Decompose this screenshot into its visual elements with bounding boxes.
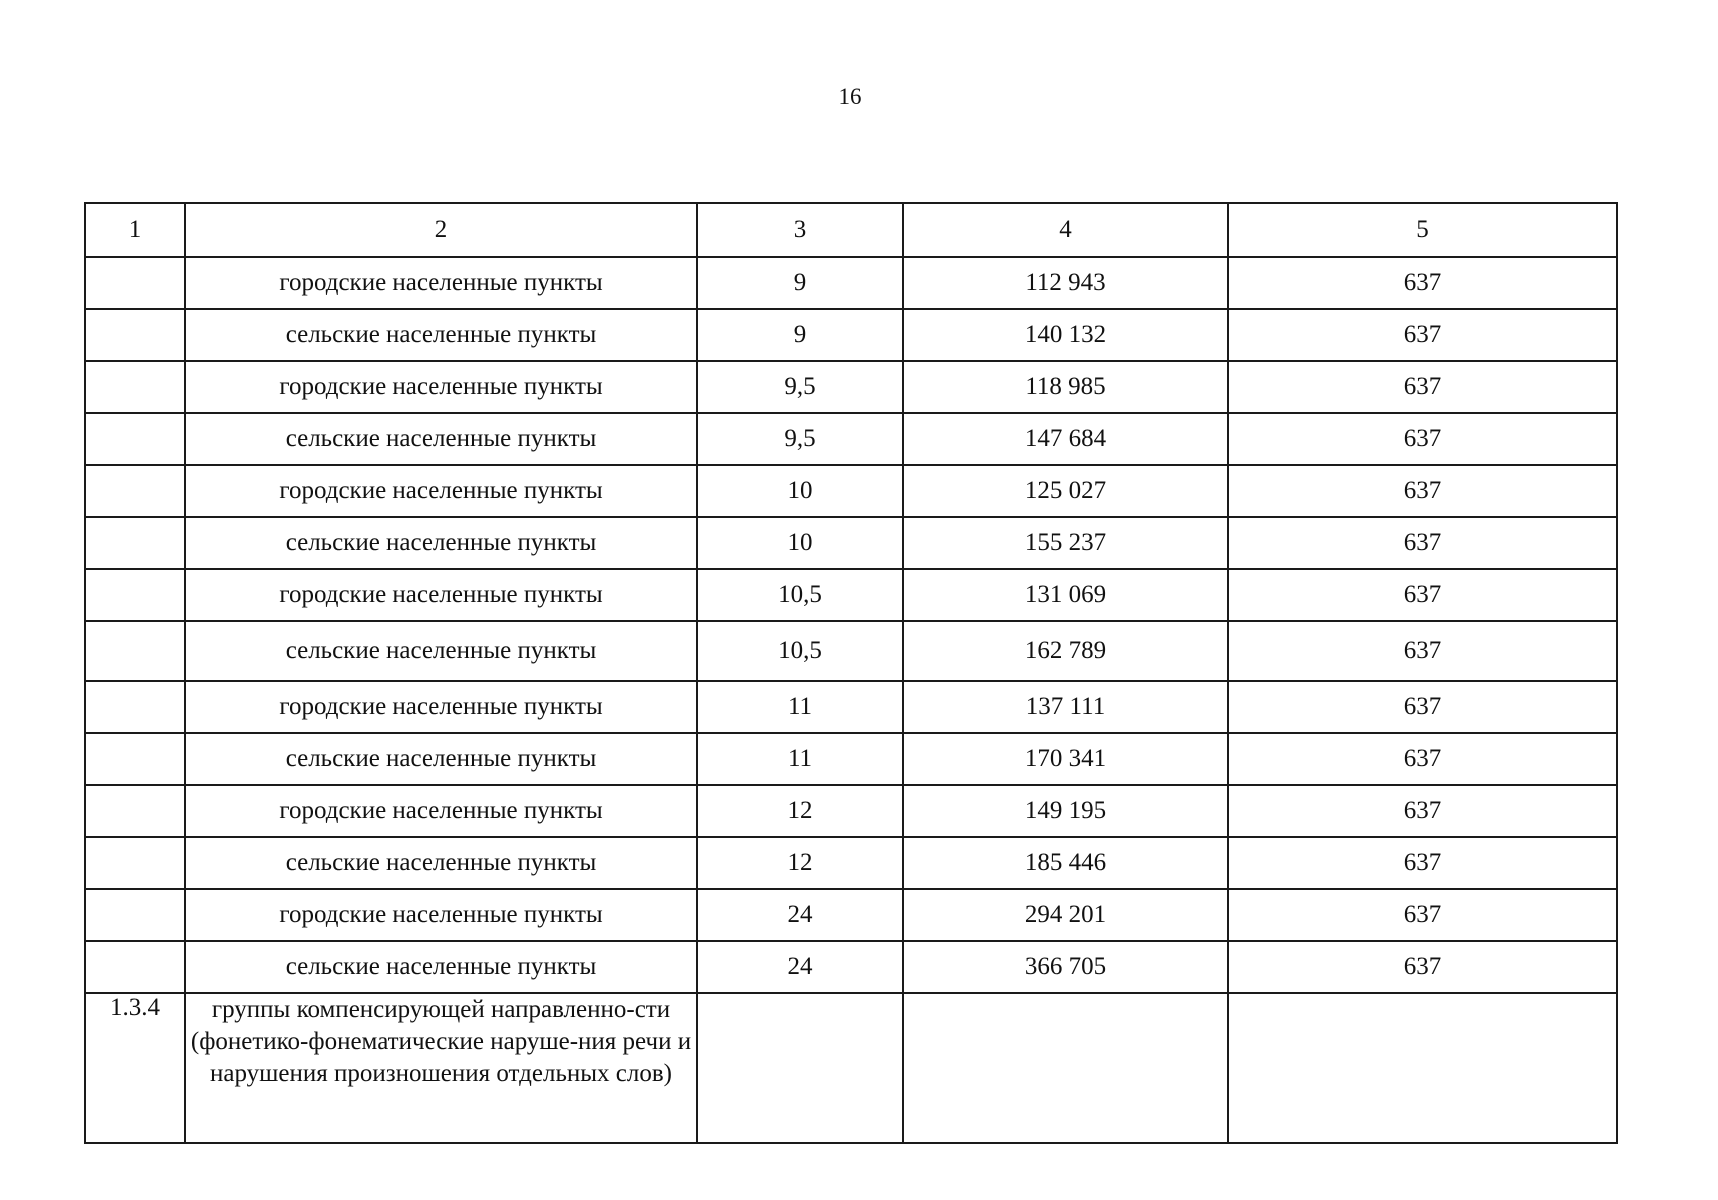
row-description: сельские населенные пункты bbox=[185, 517, 697, 569]
row-description: городские населенные пункты bbox=[185, 257, 697, 309]
table-row bbox=[85, 361, 1617, 413]
row-hours: 9 bbox=[697, 309, 903, 361]
table-row-section-1-3-4 bbox=[85, 993, 1617, 1143]
row-description: сельские населенные пункты bbox=[185, 413, 697, 465]
tariff-table bbox=[84, 202, 1618, 1144]
page-number: 16 bbox=[838, 84, 862, 109]
row-description: городские населенные пункты bbox=[185, 889, 697, 941]
row-description: городские населенные пункты bbox=[185, 361, 697, 413]
row-code bbox=[85, 941, 185, 993]
table-row bbox=[85, 309, 1617, 361]
section-code: 1.3.4 bbox=[85, 993, 185, 1143]
row-code bbox=[85, 257, 185, 309]
section-amount bbox=[903, 993, 1228, 1143]
row-description: городские населенные пункты bbox=[185, 681, 697, 733]
row-hours: 11 bbox=[697, 733, 903, 785]
row-value: 637 bbox=[1228, 465, 1617, 517]
row-amount: 125 027 bbox=[903, 465, 1228, 517]
row-value: 637 bbox=[1228, 941, 1617, 993]
table-row bbox=[85, 889, 1617, 941]
row-value: 637 bbox=[1228, 361, 1617, 413]
table-row bbox=[85, 681, 1617, 733]
row-hours: 9,5 bbox=[697, 413, 903, 465]
header-col-4: 4 bbox=[903, 203, 1228, 257]
row-code bbox=[85, 837, 185, 889]
row-value: 637 bbox=[1228, 257, 1617, 309]
row-code bbox=[85, 681, 185, 733]
row-description: сельские населенные пункты bbox=[185, 837, 697, 889]
row-code bbox=[85, 621, 185, 681]
table-row bbox=[85, 517, 1617, 569]
row-value: 637 bbox=[1228, 733, 1617, 785]
row-code bbox=[85, 733, 185, 785]
table-row bbox=[85, 413, 1617, 465]
row-value: 637 bbox=[1228, 785, 1617, 837]
header-col-1: 1 bbox=[85, 203, 185, 257]
row-hours: 12 bbox=[697, 785, 903, 837]
row-code bbox=[85, 785, 185, 837]
row-value: 637 bbox=[1228, 309, 1617, 361]
row-code bbox=[85, 413, 185, 465]
row-amount: 185 446 bbox=[903, 837, 1228, 889]
table-header-row bbox=[85, 203, 1617, 257]
row-amount: 149 195 bbox=[903, 785, 1228, 837]
row-code bbox=[85, 889, 185, 941]
table-row bbox=[85, 465, 1617, 517]
table-row bbox=[85, 257, 1617, 309]
row-amount: 294 201 bbox=[903, 889, 1228, 941]
row-amount: 155 237 bbox=[903, 517, 1228, 569]
row-hours: 9 bbox=[697, 257, 903, 309]
row-value: 637 bbox=[1228, 621, 1617, 681]
table-row bbox=[85, 941, 1617, 993]
table-row bbox=[85, 621, 1617, 681]
row-amount: 170 341 bbox=[903, 733, 1228, 785]
row-amount: 112 943 bbox=[903, 257, 1228, 309]
header-col-3: 3 bbox=[697, 203, 903, 257]
row-hours: 11 bbox=[697, 681, 903, 733]
row-value: 637 bbox=[1228, 413, 1617, 465]
table-row bbox=[85, 785, 1617, 837]
row-amount: 162 789 bbox=[903, 621, 1228, 681]
row-description: городские населенные пункты bbox=[185, 465, 697, 517]
row-hours: 10 bbox=[697, 517, 903, 569]
row-description: сельские населенные пункты bbox=[185, 733, 697, 785]
row-amount: 118 985 bbox=[903, 361, 1228, 413]
row-code bbox=[85, 569, 185, 621]
row-value: 637 bbox=[1228, 837, 1617, 889]
row-code bbox=[85, 465, 185, 517]
row-description: сельские населенные пункты bbox=[185, 309, 697, 361]
row-amount: 137 111 bbox=[903, 681, 1228, 733]
row-description: городские населенные пункты bbox=[185, 569, 697, 621]
header-col-2: 2 bbox=[185, 203, 697, 257]
table-row bbox=[85, 837, 1617, 889]
section-hours bbox=[697, 993, 903, 1143]
row-description: городские населенные пункты bbox=[185, 785, 697, 837]
row-amount: 366 705 bbox=[903, 941, 1228, 993]
section-description: группы компенсирующей направленно-сти (фонетико-фонематические наруше-ния речи и нарушения произношения отдельных слов) bbox=[185, 993, 697, 1143]
row-hours: 10,5 bbox=[697, 569, 903, 621]
row-amount: 131 069 bbox=[903, 569, 1228, 621]
row-code bbox=[85, 517, 185, 569]
row-value: 637 bbox=[1228, 681, 1617, 733]
row-value: 637 bbox=[1228, 517, 1617, 569]
row-code bbox=[85, 309, 185, 361]
row-hours: 10,5 bbox=[697, 621, 903, 681]
row-value: 637 bbox=[1228, 889, 1617, 941]
row-description: сельские населенные пункты bbox=[185, 941, 697, 993]
table-row bbox=[85, 733, 1617, 785]
row-amount: 140 132 bbox=[903, 309, 1228, 361]
row-code bbox=[85, 361, 185, 413]
row-hours: 9,5 bbox=[697, 361, 903, 413]
header-col-5: 5 bbox=[1228, 203, 1617, 257]
row-hours: 12 bbox=[697, 837, 903, 889]
row-amount: 147 684 bbox=[903, 413, 1228, 465]
row-description: сельские населенные пункты bbox=[185, 621, 697, 681]
table-row bbox=[85, 569, 1617, 621]
row-hours: 24 bbox=[697, 941, 903, 993]
section-value bbox=[1228, 993, 1617, 1143]
row-hours: 10 bbox=[697, 465, 903, 517]
row-value: 637 bbox=[1228, 569, 1617, 621]
row-hours: 24 bbox=[697, 889, 903, 941]
